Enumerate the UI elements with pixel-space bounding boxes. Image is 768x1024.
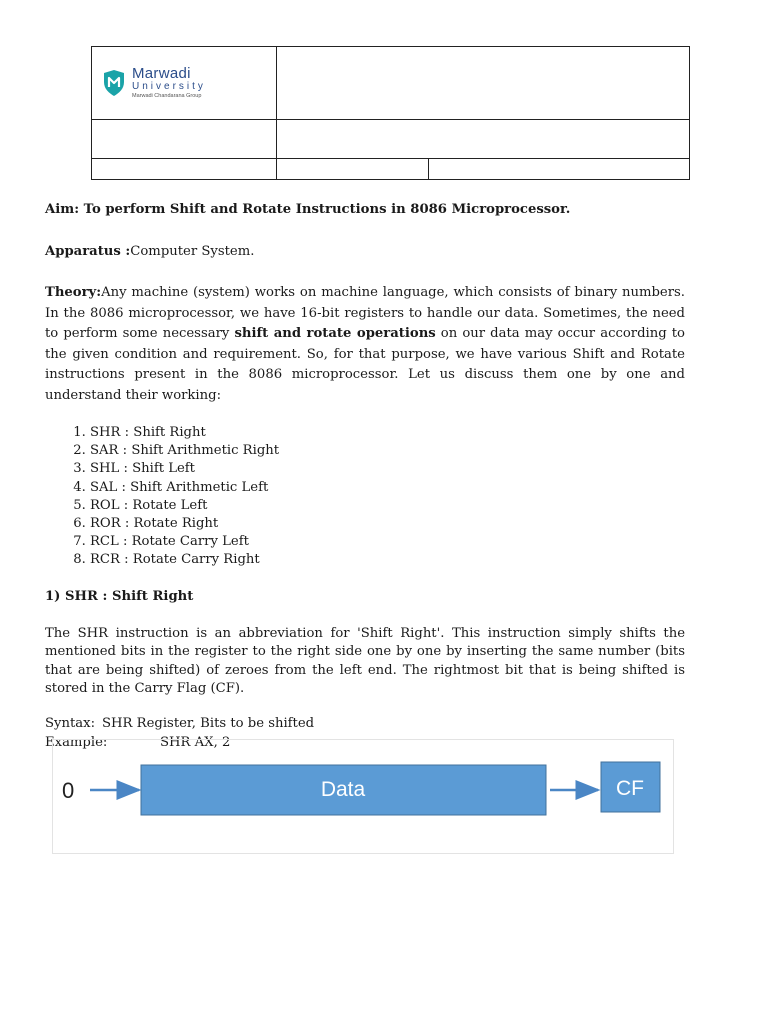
theory-bold: shift and rotate operations: [234, 326, 436, 341]
list-item: 2. SAR : Shift Arithmetic Right: [90, 442, 685, 460]
shr-diagram-svg: [53, 740, 673, 853]
list-item: 4. SAL : Shift Arithmetic Left: [90, 479, 685, 497]
data-label: Data: [320, 778, 366, 801]
theory-label: Theory:: [45, 285, 102, 300]
list-item: 7. RCL : Rotate Carry Left: [90, 533, 685, 551]
meta-cell-3: [429, 159, 690, 180]
logo-group: Marwadi Chandarana Group: [132, 93, 202, 100]
section-heading: 1) SHR : Shift Right: [45, 588, 194, 604]
logo-subtitle: University: [132, 81, 206, 93]
example-label: Example:: [45, 734, 108, 750]
example-value: SHR AX, 2: [160, 734, 231, 750]
logo-cell: [92, 47, 277, 120]
theory-paragraph: [45, 283, 685, 406]
section-body: The SHR instruction is an abbreviation for 'Shift Right'. This instruction simply shifts the mentioned bits in the register to the right side one by one by inserting the same number (bits that are being shifted) of zeroes from the left end. The rightmost bit that is being shifted is stored in the Carry Flag (CF).: [45, 626, 685, 697]
shr-diagram: [52, 739, 674, 854]
list-item: 1. SHR : Shift Right: [90, 424, 685, 442]
syntax-row: [45, 715, 685, 734]
document-body: [45, 200, 685, 752]
info-cell-right: [277, 120, 690, 159]
university-logo: [92, 47, 276, 119]
apparatus-text: Computer System.: [130, 243, 255, 259]
syntax-label: Syntax:: [45, 716, 96, 732]
apparatus-label: Apparatus :: [45, 243, 131, 259]
syntax-value: SHR Register, Bits to be shifted: [102, 716, 315, 732]
zero-input-label: 0: [62, 778, 75, 803]
list-item: 6. ROR : Rotate Right: [90, 515, 685, 533]
meta-cell-1: [92, 159, 277, 180]
aim-line: Aim: To perform Shift and Rotate Instructions in 8086 Microprocessor.: [45, 202, 571, 217]
header-table: [91, 46, 690, 180]
logo-name: Marwadi: [132, 65, 191, 83]
info-cell-left: [92, 120, 277, 159]
list-item: 8. RCR : Rotate Carry Right: [90, 551, 685, 569]
cf-label: CF: [616, 777, 644, 800]
list-item: 5. ROL : Rotate Left: [90, 497, 685, 515]
theory-text-1: Any machine (system) works on machine language, which consists of binary numbers. In the 8086 microprocessor, we have 16-bit registers to handle our data. Sometimes, the need to perform some necessary: [45, 285, 685, 341]
theory-text-2: on our data may occur according to the given condition and requirement. So, for that purpose, we have various Shift and Rotate instructions present in the 8086 microprocessor. Let us discuss them one by one and understand their working:: [45, 326, 686, 403]
apparatus-line: [45, 242, 685, 263]
shield-icon: [102, 69, 126, 97]
title-cell: [277, 47, 690, 120]
meta-cell-2: [277, 159, 429, 180]
instruction-list: [45, 424, 685, 570]
list-item: 3. SHL : Shift Left: [90, 460, 685, 478]
